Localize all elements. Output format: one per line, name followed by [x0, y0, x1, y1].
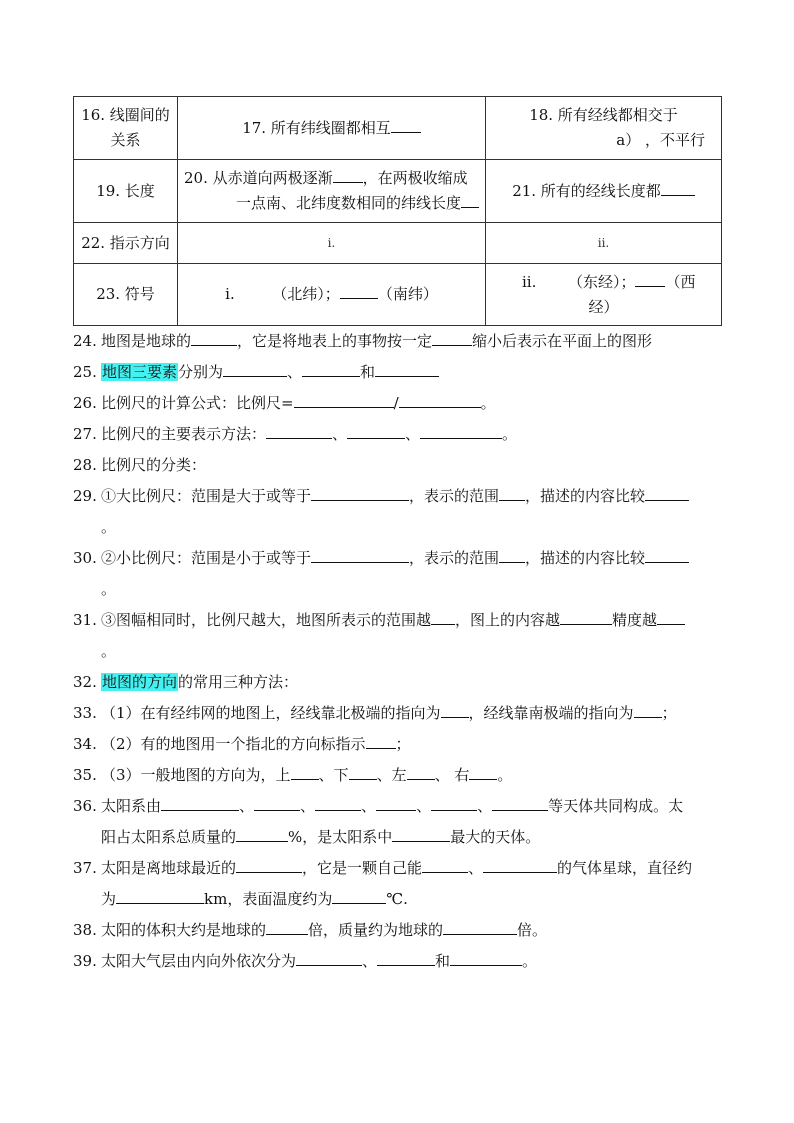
cell-text: 21. 所有的经线长度都: [512, 181, 661, 200]
answer-blank[interactable]: [560, 608, 612, 625]
cell-text: 20. 从赤道向两极逐渐: [184, 169, 333, 187]
question-text: 。: [497, 766, 513, 784]
question-36-continuation: [73, 822, 723, 853]
answer-blank[interactable]: [332, 887, 386, 904]
answer-blank[interactable]: [492, 794, 548, 811]
question-number: 25.: [73, 363, 97, 381]
answer-blank[interactable]: [441, 701, 469, 718]
answer-blank[interactable]: [499, 546, 525, 563]
question-text: 地图是地球的: [101, 332, 192, 350]
question-number: 38.: [73, 921, 97, 939]
question-30: [73, 543, 723, 574]
question-text: （1）在有经纬网的地图上，经线靠北极端的指向为: [101, 704, 441, 722]
question-text: 比例尺的计算公式：比例尺=: [101, 394, 294, 412]
answer-blank[interactable]: [657, 608, 685, 625]
separator: 、: [416, 797, 432, 815]
graticule-comparison-table: [73, 96, 722, 326]
question-24: [73, 326, 723, 357]
table-cell: [486, 97, 722, 160]
answer-blank[interactable]: [483, 856, 557, 873]
question-33: [73, 698, 723, 729]
question-26: [73, 388, 723, 419]
question-number: 35.: [73, 766, 97, 784]
cell-text: 17. 所有纬线圈都相互: [242, 118, 391, 137]
answer-blank[interactable]: [376, 794, 416, 811]
question-text: 、 右: [434, 766, 470, 784]
answer-blank[interactable]: [391, 116, 421, 133]
question-text: 、: [468, 859, 484, 877]
separator: 、: [300, 797, 316, 815]
question-text: 比例尺的主要表示方法：: [101, 425, 267, 443]
separator: 、: [361, 797, 377, 815]
question-number: 37.: [73, 859, 97, 877]
question-text: ①大比例尺：范围是大于或等于: [101, 487, 312, 505]
answer-blank[interactable]: [236, 856, 302, 873]
cell-text: 一点南、北纬度数相同的纬线长度: [235, 194, 461, 212]
table-cell: [178, 223, 486, 264]
cell-text: a） ，不平行: [616, 131, 705, 149]
table-cell: [178, 160, 486, 223]
answer-blank[interactable]: [266, 918, 308, 935]
answer-blank[interactable]: [347, 422, 405, 439]
answer-blank[interactable]: [645, 484, 689, 501]
answer-blank[interactable]: [254, 794, 300, 811]
question-text: 太阳的体积大约是地球的: [101, 921, 267, 939]
answer-blank[interactable]: [302, 360, 360, 377]
cell-text: 18. 所有经线都相交于: [529, 106, 678, 124]
question-text: 。: [101, 642, 117, 660]
question-text: ；: [395, 735, 411, 753]
question-text: 、: [362, 952, 378, 970]
question-text: ，它是一颗自己能: [302, 859, 423, 877]
question-31: [73, 605, 723, 636]
cell-text: （北纬）；: [272, 285, 340, 303]
answer-blank[interactable]: [340, 282, 378, 299]
question-number: 36.: [73, 797, 97, 815]
question-text: km，表面温度约为: [204, 890, 333, 908]
question-number: 33.: [73, 704, 97, 722]
question-text: 。: [101, 580, 117, 598]
highlighted-term: 地图的方向: [102, 673, 178, 691]
question-text: 太阳大气层由内向外依次分为: [101, 952, 297, 970]
answer-blank[interactable]: [191, 329, 237, 346]
question-number: 26.: [73, 394, 97, 412]
question-text: （2）有的地图用一个指北的方向标指示: [101, 735, 366, 753]
question-text: 。: [502, 425, 518, 443]
cell-text: （东经）；: [567, 272, 636, 291]
question-text: ②小比例尺：范围是小于或等于: [101, 549, 312, 567]
question-text: ，描述的内容比较: [525, 549, 646, 567]
answer-blank[interactable]: [377, 949, 435, 966]
cell-text: ii.: [522, 272, 537, 291]
question-text: ，表示的范围: [409, 487, 500, 505]
question-text: ③图幅相同时，比例尺越大，地图所表示的范围越: [101, 611, 432, 629]
answer-blank[interactable]: [432, 329, 472, 346]
answer-blank[interactable]: [461, 191, 479, 208]
answer-blank[interactable]: [443, 918, 517, 935]
answer-blank[interactable]: [431, 794, 477, 811]
question-text: 、: [405, 425, 421, 443]
table-row: [74, 223, 722, 264]
question-text: 倍，质量约为地球的: [308, 921, 444, 939]
question-text: 精度越: [612, 611, 658, 629]
question-text: 比例尺的分类：: [101, 456, 207, 474]
answer-blank[interactable]: [311, 484, 409, 501]
answer-blank[interactable]: [315, 794, 361, 811]
question-number: 31.: [73, 611, 97, 629]
row-header: 23. 符号: [96, 285, 155, 303]
answer-blank[interactable]: [116, 887, 204, 904]
table-cell: [74, 97, 178, 160]
question-text: 的常用三种方法：: [178, 673, 299, 691]
question-text: 太阳是离地球最近的: [101, 859, 237, 877]
question-number: 28.: [73, 456, 97, 474]
cell-text: （西: [665, 272, 696, 291]
answer-blank[interactable]: [634, 701, 662, 718]
cell-text: 经）: [588, 297, 619, 316]
question-number: 29.: [73, 487, 97, 505]
answer-blank[interactable]: [266, 422, 332, 439]
table-row: [74, 160, 722, 223]
table-cell: [486, 160, 722, 223]
table-row: [74, 264, 722, 326]
question-text: 、: [332, 425, 348, 443]
question-39: [73, 946, 723, 977]
question-text: %，是太阳系中: [288, 828, 393, 846]
answer-blank[interactable]: [294, 391, 394, 408]
question-text: 太阳系由: [101, 797, 162, 815]
answer-blank[interactable]: [431, 608, 455, 625]
question-text: （3）一般地图的方向为，上: [101, 766, 291, 784]
question-text: 。: [480, 394, 496, 412]
question-number: 27.: [73, 425, 97, 443]
question-text: 分别为: [178, 363, 224, 381]
cell-text: ，在两极收缩成: [362, 169, 468, 187]
question-text: ；: [661, 704, 677, 722]
answer-blank[interactable]: [661, 179, 695, 196]
question-text: 倍。: [517, 921, 548, 939]
question-number: 32.: [73, 673, 97, 691]
answer-blank[interactable]: [375, 360, 439, 377]
question-text: 最大的天体。: [450, 828, 541, 846]
row-header: 22. 指示方向: [81, 233, 170, 252]
cell-text: ii.: [597, 236, 610, 250]
question-text: 为: [101, 890, 117, 908]
answer-blank[interactable]: [420, 422, 502, 439]
answer-blank[interactable]: [349, 763, 377, 780]
question-text: 和: [435, 952, 451, 970]
answer-blank[interactable]: [333, 166, 363, 183]
answer-blank[interactable]: [499, 484, 525, 501]
question-38: [73, 915, 723, 946]
highlighted-term: 地图三要素: [102, 363, 178, 381]
question-25: [73, 357, 723, 388]
table-cell: [486, 264, 722, 326]
question-29-continuation: [73, 512, 723, 543]
cell-text: i.: [225, 285, 235, 303]
separator: 、: [239, 797, 255, 815]
cell-text: i.: [327, 236, 336, 250]
question-text: 、左: [376, 766, 407, 784]
answer-blank[interactable]: [399, 391, 481, 408]
separator: 、: [477, 797, 493, 815]
question-35: [73, 760, 723, 791]
table-cell: [178, 97, 486, 160]
cell-text: （南纬）: [377, 285, 438, 303]
table-cell: [486, 223, 722, 264]
question-text: ，它是将地表上的事物按一定: [237, 332, 433, 350]
answer-blank[interactable]: [291, 763, 319, 780]
question-text: 。: [101, 518, 117, 536]
table-cell: [74, 223, 178, 264]
question-text: 阳占太阳系总质量的: [101, 828, 237, 846]
question-number: 39.: [73, 952, 97, 970]
question-37-continuation: [73, 884, 723, 915]
answer-blank[interactable]: [407, 763, 435, 780]
answer-blank[interactable]: [161, 794, 239, 811]
row-header: 19. 长度: [96, 181, 155, 200]
question-text: 。: [522, 952, 538, 970]
question-32: [73, 667, 723, 698]
row-header-line1: 16. 线圈间的: [81, 106, 170, 124]
table-row: [74, 97, 722, 160]
question-text: 的气体星球，直径约: [557, 859, 693, 877]
question-text: ，经线靠南极端的指向为: [468, 704, 634, 722]
answer-blank[interactable]: [422, 856, 468, 873]
question-30-continuation: [73, 574, 723, 605]
question-text: 缩小后表示在平面上的图形: [472, 332, 653, 350]
question-text: ，图上的内容越: [455, 611, 561, 629]
question-list: [73, 326, 723, 977]
answer-blank[interactable]: [223, 360, 287, 377]
question-31-continuation: [73, 636, 723, 667]
table-cell: [178, 264, 486, 326]
question-36: [73, 791, 723, 822]
answer-blank[interactable]: [635, 270, 665, 287]
question-29: [73, 481, 723, 512]
question-text: 、: [287, 363, 303, 381]
question-text: 等天体共同构成。太: [548, 797, 684, 815]
answer-blank[interactable]: [311, 546, 409, 563]
question-number: 34.: [73, 735, 97, 753]
question-text: /: [393, 394, 399, 412]
answer-blank[interactable]: [469, 763, 497, 780]
question-text: 、下: [318, 766, 349, 784]
table-cell: [74, 160, 178, 223]
answer-blank[interactable]: [392, 825, 450, 842]
question-text: ℃.: [386, 890, 408, 908]
table-cell: [74, 264, 178, 326]
row-header-line2: 关系: [110, 131, 141, 149]
question-text: ，描述的内容比较: [525, 487, 646, 505]
answer-blank[interactable]: [236, 825, 288, 842]
question-text: 和: [360, 363, 376, 381]
question-text: ，表示的范围: [409, 549, 500, 567]
answer-blank[interactable]: [296, 949, 362, 966]
question-number: 24.: [73, 332, 97, 350]
answer-blank[interactable]: [645, 546, 689, 563]
question-37: [73, 853, 723, 884]
question-27: [73, 419, 723, 450]
question-number: 30.: [73, 549, 97, 567]
question-28: [73, 450, 723, 481]
question-34: [73, 729, 723, 760]
answer-blank[interactable]: [366, 732, 396, 749]
answer-blank[interactable]: [450, 949, 522, 966]
